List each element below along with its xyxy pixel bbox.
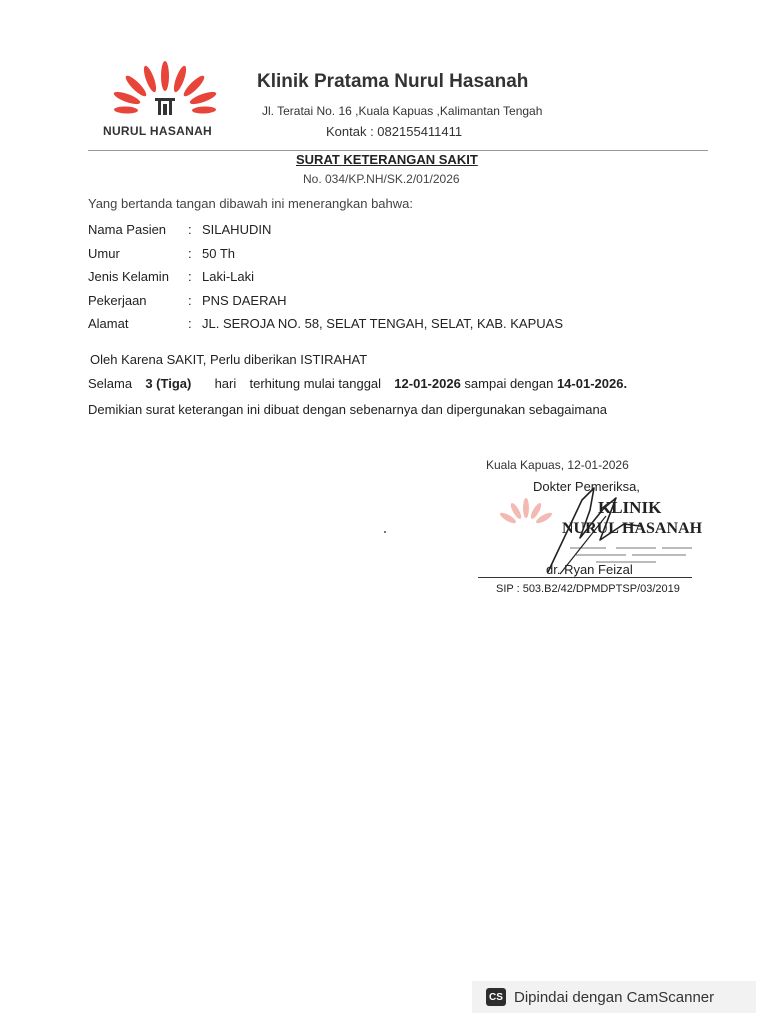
field-value: PNS DAERAH — [202, 293, 287, 308]
field-row-name — [88, 222, 271, 237]
terhitung-text: terhitung mulai tanggal — [249, 376, 382, 391]
camscanner-logo-icon: CS — [486, 988, 506, 1006]
camscanner-text: Dipindai dengan CamScanner — [514, 988, 715, 1006]
sampai-text: sampai dengan — [464, 376, 554, 391]
sip-number: SIP : 503.B2/42/DPMDPTSP/03/2019 — [496, 583, 680, 595]
stamp-line-2: NURUL HASANAH — [562, 520, 703, 537]
clinic-address: Jl. Teratai No. 16 ,Kuala Kapuas ,Kalimantan Tengah — [262, 104, 543, 118]
field-row-gender — [88, 269, 254, 284]
examiner-role: Dokter Pemeriksa, — [533, 479, 640, 494]
field-separator: : — [188, 293, 192, 308]
field-value: SILAHUDIN — [202, 222, 272, 237]
field-label: Alamat — [88, 316, 129, 331]
field-row-occupation — [88, 293, 287, 308]
stamp-line-1: KLINIK — [598, 498, 662, 517]
field-label: Pekerjaan — [88, 293, 147, 308]
field-row-age — [88, 246, 235, 261]
clinic-contact: Kontak : 082155411411 — [326, 124, 463, 139]
camscanner-badge — [472, 981, 756, 1013]
intro-text: Yang bertanda tangan dibawah ini menerangkan bahwa: — [88, 196, 413, 211]
closing-statement: Demikian surat keterangan ini dibuat dengan sebenarnya dan dipergunakan sebagaimana — [88, 402, 607, 417]
field-value: 50 Th — [202, 246, 236, 261]
field-label: Umur — [88, 246, 120, 261]
logo-text: NURUL HASANAH — [103, 124, 213, 138]
doctor-name: dr. Ryan Feizal — [546, 562, 633, 577]
clinic-name: Klinik Pratama Nurul Hasanah — [257, 71, 529, 92]
field-separator: : — [188, 269, 192, 284]
selama-text: Selama — [88, 376, 133, 391]
field-label: Nama Pasien — [88, 222, 167, 237]
end-date: 14-01-2026. — [556, 376, 628, 391]
signature-line — [478, 577, 692, 578]
place-date: Kuala Kapuas, 12-01-2026 — [486, 458, 629, 472]
start-date: 12-01-2026 — [394, 376, 461, 391]
header-divider — [88, 150, 708, 151]
field-separator: : — [188, 246, 192, 261]
sunburst-logo-icon — [100, 58, 230, 118]
field-value: JL. SEROJA NO. 58, SELAT TENGAH, SELAT, KAB. KAPUAS — [202, 316, 564, 331]
field-value: Laki-Laki — [202, 269, 255, 284]
field-label: Jenis Kelamin — [88, 269, 169, 284]
document-number: No. 034/KP.NH/SK.2/01/2026 — [303, 172, 460, 186]
duration: 3 (Tiga) — [145, 376, 192, 391]
scan-speck — [384, 531, 386, 533]
hari-text: hari — [214, 376, 237, 391]
rest-period — [88, 376, 708, 391]
field-separator: : — [188, 222, 192, 237]
rest-statement: Oleh Karena SAKIT, Perlu diberikan ISTIRAHAT — [90, 352, 368, 367]
document-title: SURAT KETERANGAN SAKIT — [296, 152, 478, 167]
field-separator: : — [188, 316, 192, 331]
field-row-address — [88, 316, 563, 331]
